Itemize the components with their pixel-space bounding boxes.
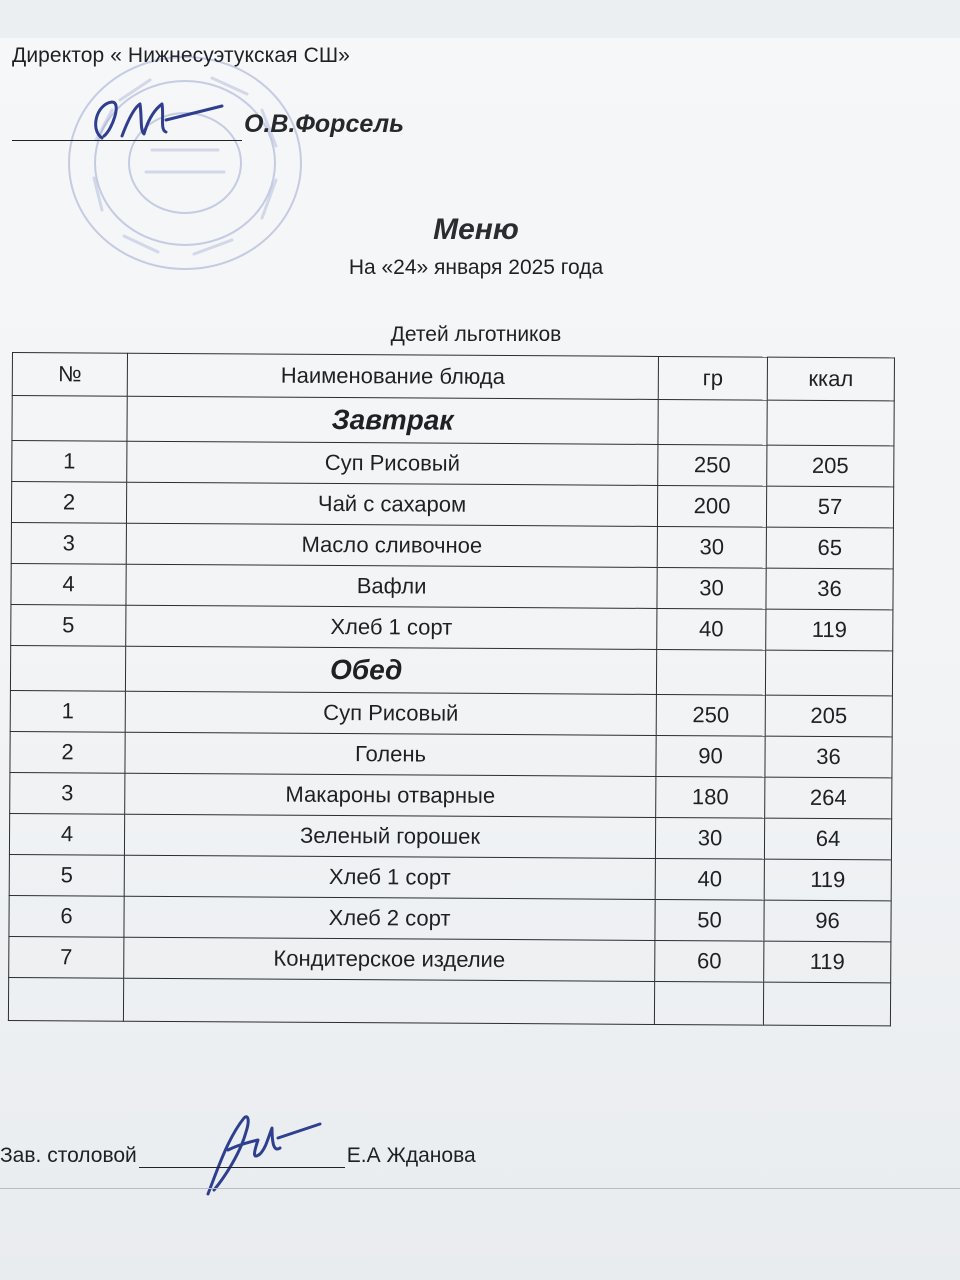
- cell-dish: Голень: [125, 732, 656, 776]
- cell-dish: Макароны отварные: [125, 773, 656, 817]
- cell-kcal: 119: [764, 859, 891, 901]
- cell-number: 4: [9, 813, 124, 855]
- director-title: Директор « Нижнесуэтукская СШ»: [12, 44, 350, 67]
- cell-dish: Чай с сахаром: [126, 482, 657, 526]
- cell-number: 2: [10, 731, 125, 773]
- footer-signature-block: [0, 1144, 476, 1168]
- table-row: [11, 522, 893, 568]
- table-row: [10, 690, 892, 736]
- document-title: Меню: [433, 213, 519, 246]
- table-row: [12, 441, 894, 487]
- cell-dish: Хлеб 2 сорт: [124, 896, 655, 940]
- document-subtitle: Детей льготников: [390, 323, 562, 346]
- section-label-breakfast: Завтрак: [331, 403, 454, 436]
- table-header-row: [12, 353, 894, 401]
- section-row-breakfast: [12, 396, 894, 446]
- table-row: [10, 772, 892, 818]
- cell-grams: 180: [656, 776, 765, 818]
- cell-kcal: 65: [766, 527, 893, 569]
- document-date: На «24» января 2025 года: [348, 256, 604, 279]
- table-row-empty: [8, 977, 890, 1025]
- cell-kcal: 64: [764, 818, 891, 860]
- canteen-manager-name: Е.А Жданова: [346, 1144, 476, 1167]
- cell-grams: 250: [658, 444, 767, 486]
- cell-number: 1: [10, 690, 125, 732]
- cell-number: 4: [11, 563, 126, 605]
- cell-kcal: 205: [767, 445, 894, 487]
- director-name: О.В.Форсель: [244, 110, 404, 138]
- table-row: [9, 854, 891, 900]
- column-header-grams: гр: [658, 356, 767, 400]
- cell-number: 5: [9, 854, 124, 896]
- cell-dish: Суп Рисовый: [127, 441, 658, 485]
- cell-grams: 40: [655, 858, 764, 900]
- cell-number: 5: [11, 604, 126, 646]
- cell-number: 2: [11, 482, 126, 524]
- paper-fold-line: [0, 1188, 960, 1189]
- cell-dish: Хлеб 1 сорт: [124, 855, 655, 899]
- table-row: [11, 482, 893, 528]
- cell-kcal: 119: [764, 941, 891, 983]
- cell-dish: Хлеб 1 сорт: [126, 605, 657, 649]
- cell-dish: Масло сливочное: [126, 523, 657, 567]
- cell-kcal: 205: [765, 695, 892, 737]
- cell-grams: 60: [655, 940, 764, 982]
- cell-grams: 40: [657, 608, 766, 650]
- cell-number: 6: [9, 895, 124, 937]
- cell-kcal: 96: [764, 900, 891, 942]
- column-header-dish: Наименование блюда: [127, 353, 658, 399]
- cell-grams: 50: [655, 899, 764, 941]
- cell-dish: Зеленый горошек: [124, 814, 655, 858]
- cell-grams: 30: [655, 817, 764, 859]
- table-row: [9, 813, 891, 859]
- section-row-lunch: [10, 645, 892, 695]
- table-row: [10, 731, 892, 777]
- cell-number: 7: [9, 936, 124, 978]
- cell-number: 3: [11, 522, 126, 564]
- cell-kcal: 57: [766, 486, 893, 528]
- canteen-manager-signature-line: [139, 1145, 345, 1168]
- cell-kcal: 36: [766, 568, 893, 610]
- director-signature: [82, 90, 232, 146]
- table-row: [11, 563, 893, 609]
- table-row: [9, 936, 891, 982]
- cell-dish: Кондитерское изделие: [124, 937, 655, 981]
- cell-number: 1: [12, 441, 127, 483]
- cell-dish: Суп Рисовый: [125, 691, 656, 735]
- cell-kcal: 264: [765, 777, 892, 819]
- cell-grams: 30: [657, 526, 766, 568]
- cell-kcal: 36: [765, 736, 892, 778]
- table-row: [9, 895, 891, 941]
- cell-grams: 30: [657, 567, 766, 609]
- cell-number: 3: [10, 772, 125, 814]
- cell-grams: 200: [657, 485, 766, 527]
- section-label-lunch: Обед: [329, 653, 403, 686]
- cell-grams: 90: [656, 735, 765, 777]
- column-header-kcal: ккал: [767, 357, 894, 401]
- table-row: [11, 604, 893, 650]
- cell-grams: 250: [656, 694, 765, 736]
- canteen-manager-role: Зав. столовой: [0, 1144, 137, 1167]
- column-header-number: №: [12, 353, 127, 397]
- cell-dish: Вафли: [126, 564, 657, 608]
- menu-table: [8, 352, 895, 1026]
- cell-kcal: 119: [766, 609, 893, 651]
